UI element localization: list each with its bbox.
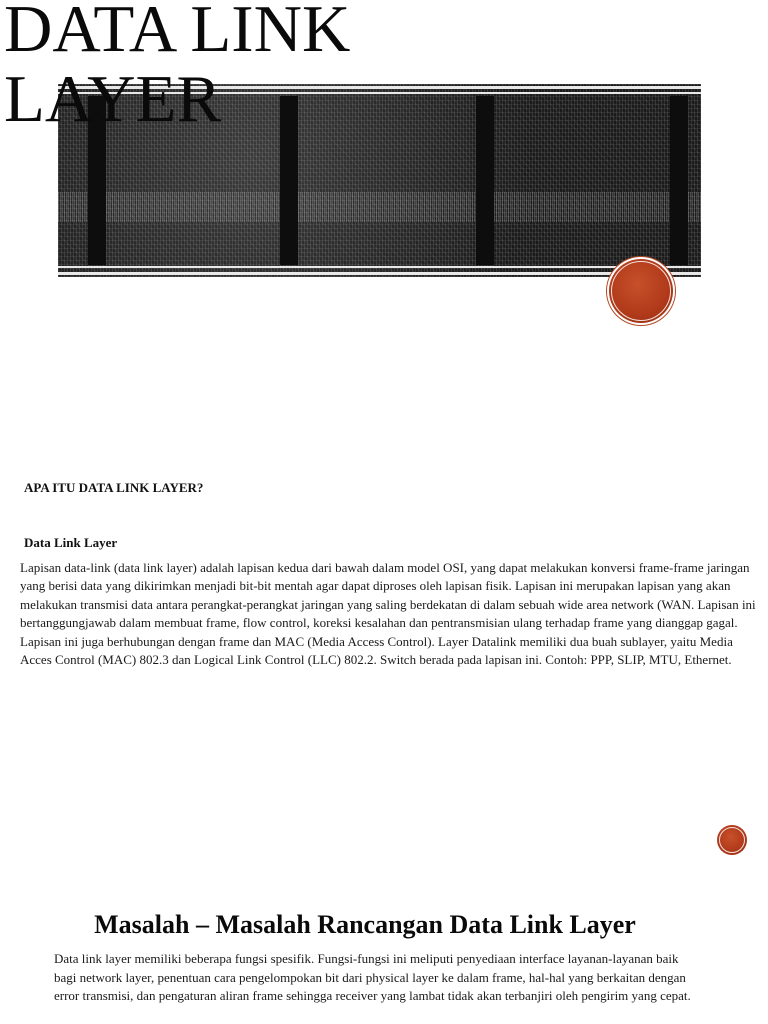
body-paragraph: Data link layer memiliki beberapa fungsi spesifik. Fungsi-fungsi ini meliputi penyediaan interface layanan-layanan baik bagi network layer, penentuan cara pengelompokan bit dari physical layer ke dalam frame, hal-hal yang berkaitan dengan error transmisi, dan pengaturan aliran frame sehingga receiver yang lambat tidak akan terbanjiri oleh pengirim yang cepat. (54, 951, 691, 1004)
film-bar (670, 96, 688, 265)
accent-circle-icon (607, 257, 675, 325)
title-slide (0, 0, 768, 440)
slide-title: DATA LINK LAYER (4, 0, 351, 136)
content-slide (0, 440, 768, 880)
subheading: Data Link Layer (24, 535, 118, 550)
body-paragraph: Lapisan data-link (data link layer) adalah lapisan kedua dari bawah dalam model OSI, yang dapat melakukan konversi frame-frame jaringan yang berisi data yang dikirimkan menjadi bit-bit mentah agar dapat diproses oleh lapisan fisik. Lapisan ini merupakan lapisan yang akan melakukan transmisi data antara perangkat-perangkat jaringan yang saling berdekatan di dalam sebuah wide area network (WAN. Lapisan ini bertanggungjawab dalam membuat frame, flow control, koreksi kesalahan dan pentransmisian ulang terhadap frame yang dianggap gagal. Lapisan ini juga berhubungan dengan frame dan MAC (Media Access Control). Layer Datalink memiliki dua buah sublayer, yaitu Media Acces Control (MAC) 802.3 dan Logical Link Control (LLC) 802.2. Switch berada pada lapisan ini. Contoh: PPP, SLIP, MTU, Ethernet. (20, 560, 756, 668)
content-slide (0, 880, 768, 1024)
accent-circle-icon (717, 825, 747, 855)
section-heading: APA ITU DATA LINK LAYER? (24, 480, 204, 495)
film-bar (476, 96, 494, 265)
banner-band (58, 192, 701, 222)
banner-rule (58, 266, 701, 268)
slide-heading: Masalah – Masalah Rancangan Data Link Layer (94, 910, 636, 939)
banner-rule (58, 272, 701, 275)
